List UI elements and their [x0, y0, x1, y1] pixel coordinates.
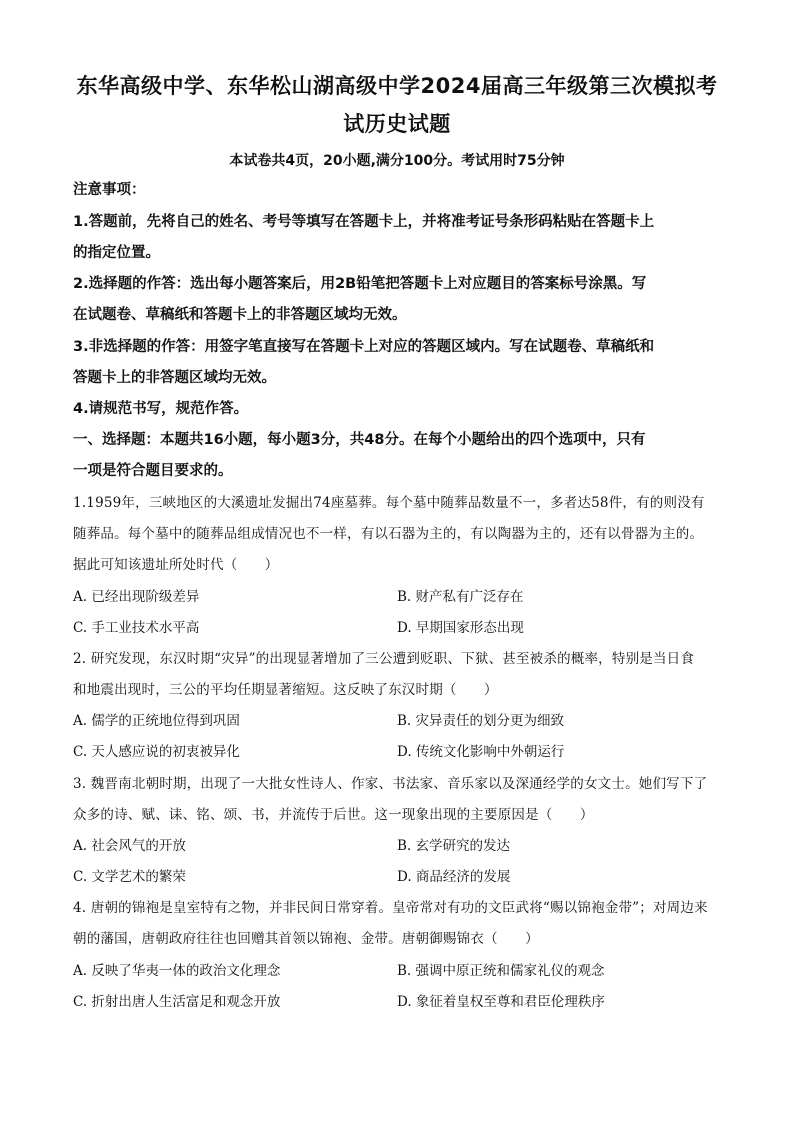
question-1-text: 随葬品。每个墓中的随葬品组成情况也不一样，有以石器为主的，有以陶器为主的，还有以骨器为主的。	[73, 526, 704, 542]
question-1-option-c: C. 手工业技术水平高	[73, 620, 200, 636]
notice-line: 2.选择题的作答：选出每小题答案后，用2B铅笔把答题卡上对应题目的答案标号涂黑。写	[73, 276, 647, 292]
question-2-option-b: B. 灾异责任的划分更为细致	[397, 713, 565, 729]
notice-line: 1.答题前，先将自己的姓名、考号等填写在答题卡上，并将准考证号条形码粘贴在答题卡上	[73, 214, 655, 230]
question-4-option-c: C. 折射出唐人生活富足和观念开放	[73, 994, 281, 1010]
question-1-option-b: B. 财产私有广泛存在	[397, 589, 524, 605]
notice-line: 在试题卷、草稿纸和答题卡上的非答题区域均无效。	[73, 307, 407, 323]
exam-title-line2: 试历史试题	[343, 112, 451, 136]
question-2-text: 2. 研究发现，东汉时期“灾异”的出现显著增加了三公遭到贬职、下狱、甚至被杀的概率，特别是当日食	[73, 651, 695, 667]
question-3-option-b: B. 玄学研究的发达	[397, 838, 511, 854]
question-3-option-d: D. 商品经济的发展	[397, 869, 511, 885]
notice-line: 的指定位置。	[73, 245, 160, 261]
exam-subtitle: 本试卷共4页，20小题,满分100分。考试用时75分钟	[229, 153, 565, 169]
question-2-option-c: C. 天人感应说的初衷被异化	[73, 744, 240, 760]
question-2-text: 和地震出现时，三公的平均任期显著缩短。这反映了东汉时期（ ）	[73, 682, 498, 698]
notice-line: 4.请规范书写，规范作答。	[73, 401, 249, 417]
question-4-option-a: A. 反映了华夷一体的政治文化理念	[73, 963, 281, 979]
question-1-option-d: D. 早期国家形态出现	[397, 620, 524, 636]
exam-title-line1: 东华高级中学、东华松山湖高级中学2024届高三年级第三次模拟考	[76, 74, 718, 98]
question-3-option-a: A. 社会风气的开放	[73, 838, 186, 854]
notice-line: 3.非选择题的作答：用签字笔直接写在答题卡上对应的答题区域内。写在试题卷、草稿纸和	[73, 339, 655, 355]
notice-heading: 注意事项：	[73, 182, 146, 198]
question-4-text: 朝的藩国，唐朝政府往往也回赠其首领以锦袍、金带。唐朝御赐锦衣（ ）	[73, 931, 539, 947]
question-1-option-a: A. 已经出现阶级差异	[73, 589, 200, 605]
section-heading: 一、选择题：本题共16小题，每小题3分，共48分。在每个小题给出的四个选项中，只有	[73, 432, 646, 448]
question-2-option-d: D. 传统文化影响中外朝运行	[397, 744, 565, 760]
section-heading: 一项是符合题目要求的。	[73, 463, 233, 479]
question-1-text: 1.1959年，三峡地区的大溪遗址发掘出74座墓葬。每个墓中随葬品数量不一，多者达58件，有的则没有	[73, 495, 705, 511]
question-2-option-a: A. 儒学的正统地位得到巩固	[73, 713, 240, 729]
question-3-text: 众多的诗、赋、诔、铭、颂、书，并流传于后世。这一现象出现的主要原因是（ ）	[73, 807, 594, 823]
question-1-text: 据此可知该遗址所处时代（ ）	[73, 557, 279, 573]
question-3-option-c: C. 文学艺术的繁荣	[73, 869, 186, 885]
question-3-text: 3. 魏晋南北朝时期，出现了一大批女性诗人、作家、书法家、音乐家以及深通经学的女文士。她们写下了	[73, 776, 708, 792]
question-4-text: 4. 唐朝的锦袍是皇室特有之物，并非民间日常穿着。皇帝常对有功的文臣武将“赐以锦袍金带”；对周边来	[73, 900, 708, 916]
question-4-option-d: D. 象征着皇权至尊和君臣伦理秩序	[397, 994, 605, 1010]
question-4-option-b: B. 强调中原正统和儒家礼仪的观念	[397, 963, 605, 979]
notice-line: 答题卡上的非答题区域均无效。	[73, 370, 276, 386]
